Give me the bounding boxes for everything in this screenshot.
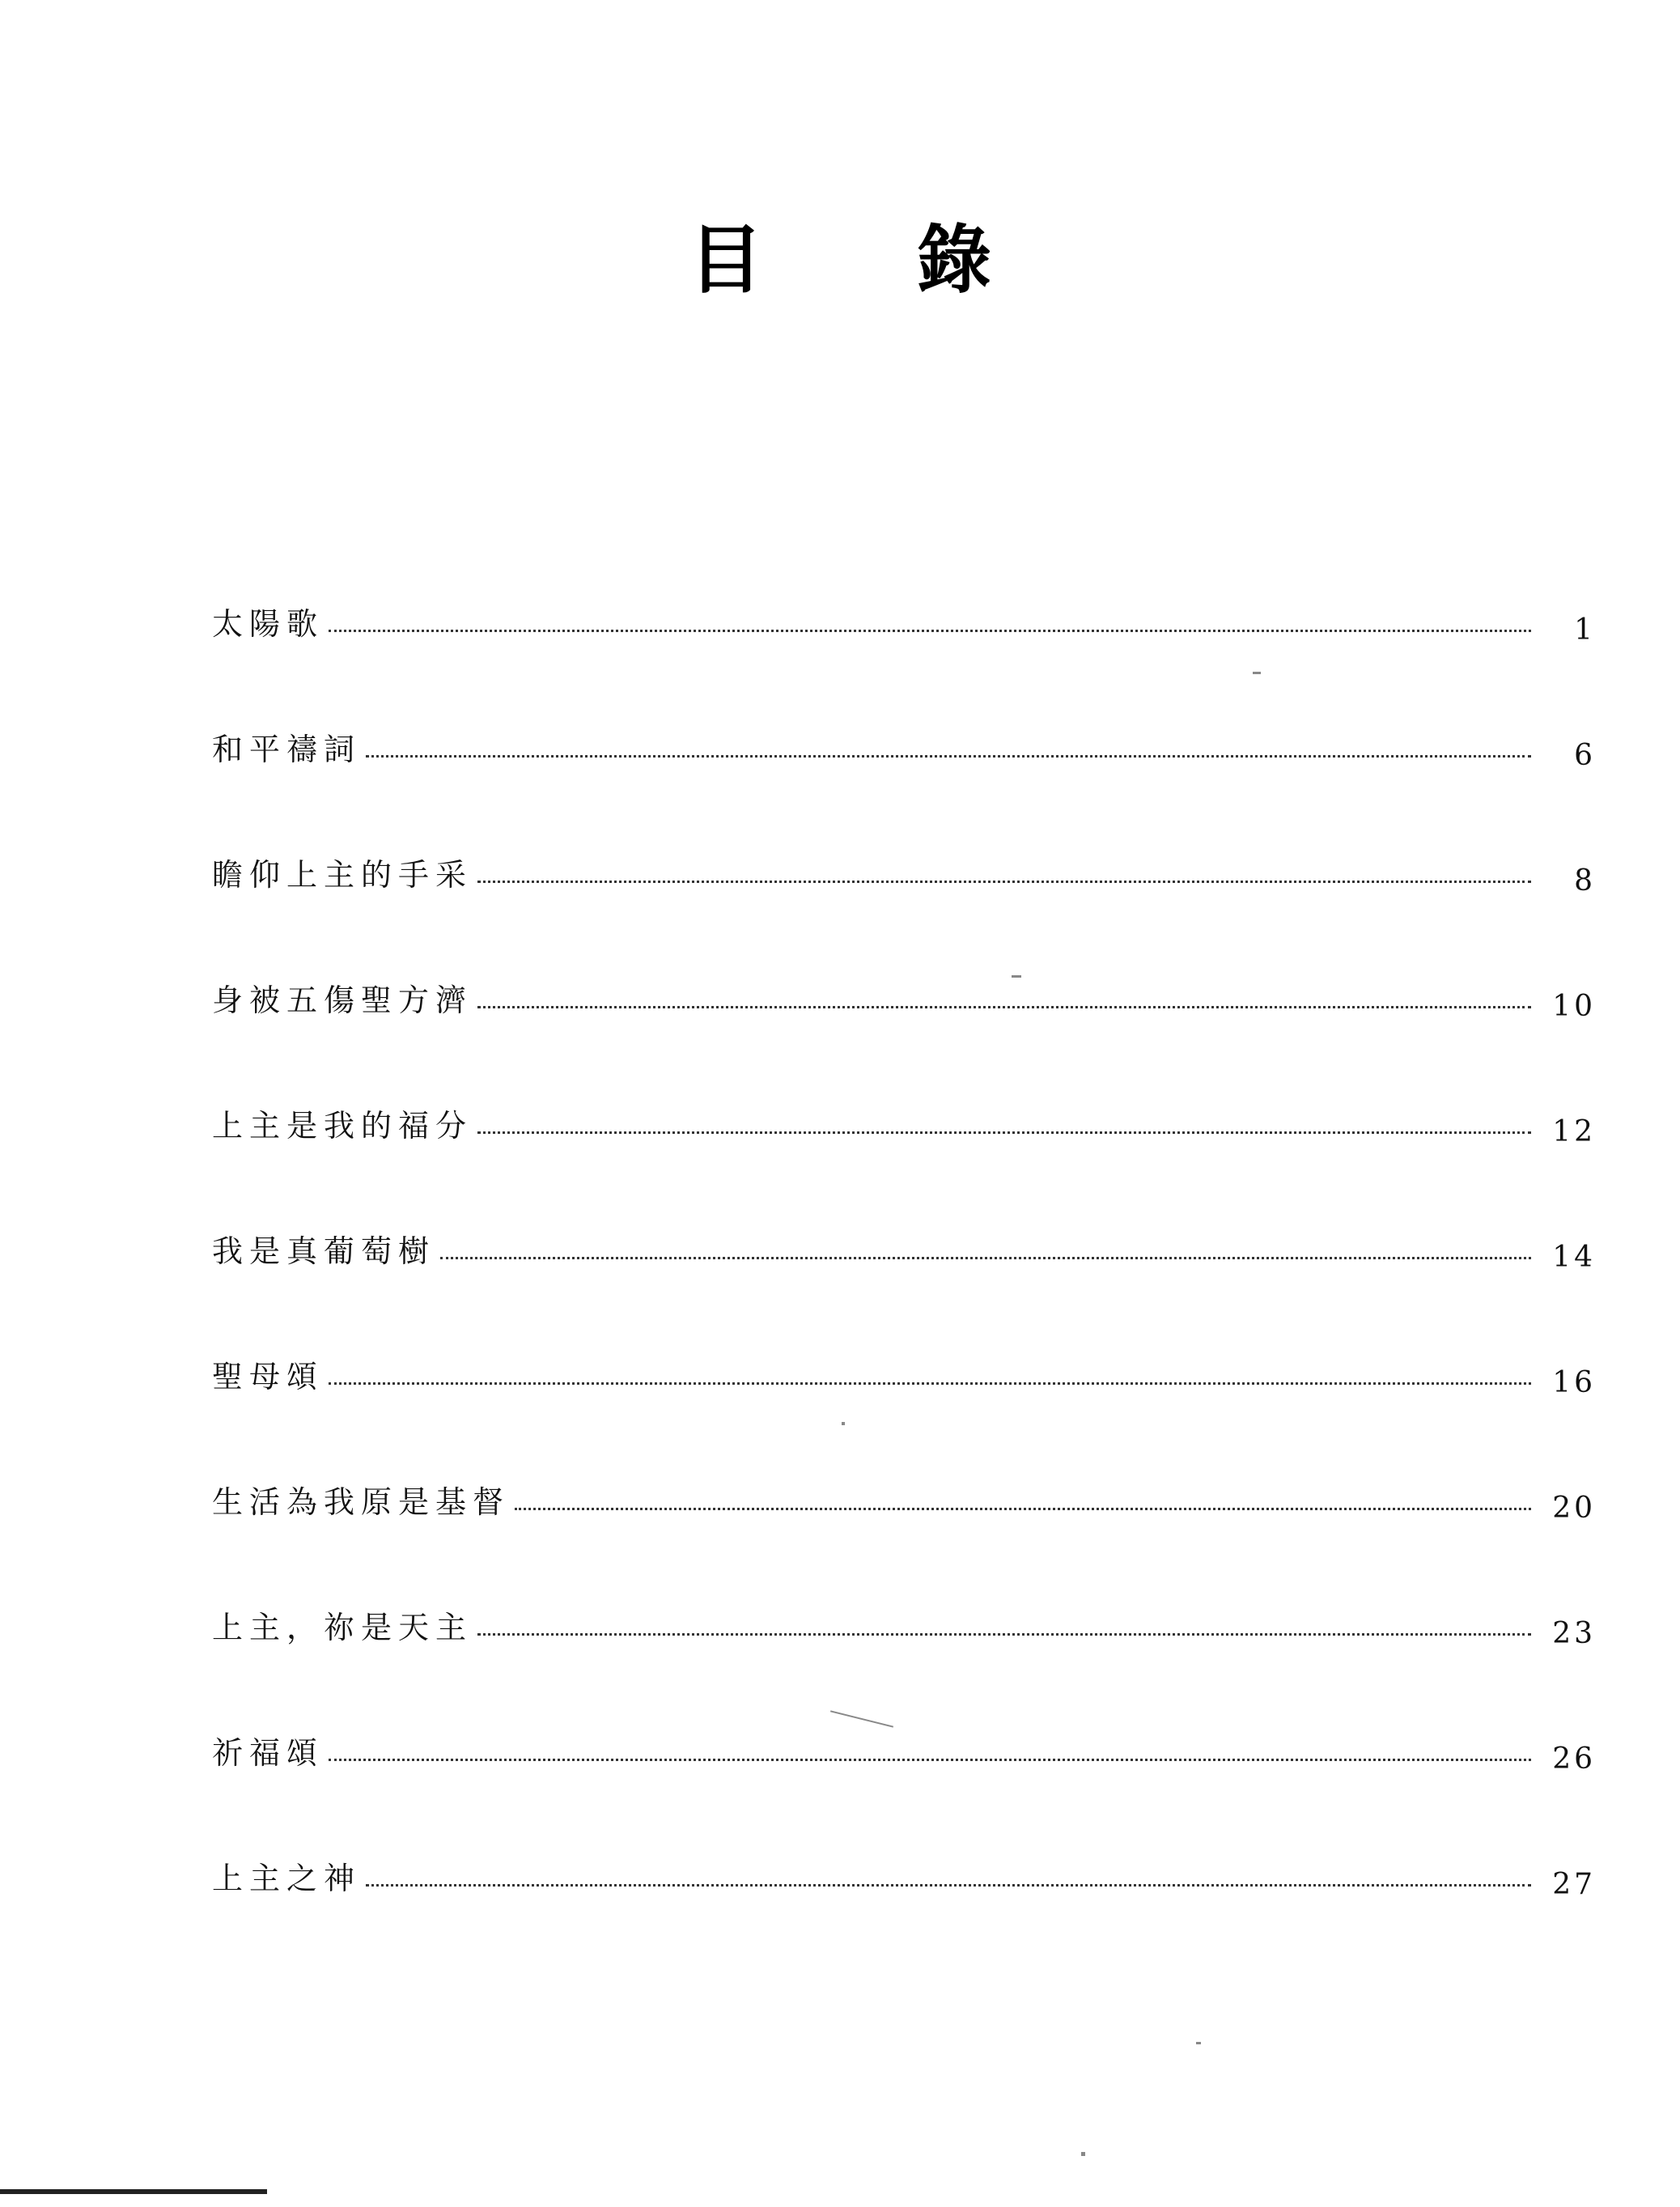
toc-entry-title: 生活為我原是基督 (212, 1484, 511, 1520)
toc-entry-title: 上主是我的福分 (212, 1108, 473, 1144)
dot-leader (329, 630, 1531, 632)
toc-entry-page: 14 (1552, 1241, 1596, 1274)
toc-entry-page: 1 (1574, 613, 1596, 647)
toc-entry-title: 聖母頌 (212, 1359, 325, 1394)
toc-entry (212, 1798, 1596, 1924)
scan-edge-line (0, 2189, 267, 2194)
toc-entry-title: 瞻仰上主的手采 (212, 857, 473, 893)
toc-entry (212, 1297, 1596, 1422)
toc-entry-title: 太陽歌 (212, 606, 325, 642)
toc-entry-title: 身被五傷聖方濟 (212, 983, 473, 1018)
toc-entry-title: 祈福頌 (212, 1735, 325, 1771)
dot-leader (329, 1382, 1531, 1385)
toc-entry (212, 1422, 1596, 1547)
toc-entry-page: 20 (1552, 1492, 1596, 1525)
title-second-char: 錄 (917, 216, 992, 303)
toc-entry (212, 1171, 1596, 1297)
dot-leader (477, 881, 1531, 883)
toc-entry-title: 上主之神 (212, 1861, 362, 1896)
title-first-char: 目 (688, 216, 763, 303)
table-of-contents (212, 544, 1596, 1924)
toc-entry (212, 1673, 1596, 1798)
dot-leader (515, 1508, 1531, 1510)
toc-entry (212, 920, 1596, 1046)
dot-leader (477, 1633, 1531, 1636)
scan-speck (1253, 672, 1261, 674)
toc-entry-page: 26 (1552, 1742, 1596, 1776)
toc-entry (212, 1046, 1596, 1171)
scan-speck (1081, 2152, 1085, 2156)
scan-speck (1196, 2042, 1201, 2044)
toc-entry-page: 23 (1552, 1617, 1596, 1650)
toc-entry-title: 和平禱詞 (212, 732, 362, 767)
toc-entry (212, 795, 1596, 920)
dot-leader (366, 755, 1531, 758)
toc-entry (212, 1547, 1596, 1673)
toc-entry-title: 上主，祢是天主 (212, 1610, 473, 1645)
toc-entry-page: 8 (1574, 864, 1596, 898)
page-title (0, 216, 1680, 305)
toc-entry-page: 16 (1552, 1366, 1596, 1399)
toc-entry-page: 10 (1552, 990, 1596, 1023)
dot-leader (329, 1759, 1531, 1761)
dot-leader (366, 1884, 1531, 1887)
dot-leader (477, 1006, 1531, 1008)
dot-leader (440, 1257, 1531, 1259)
toc-entry (212, 669, 1596, 795)
toc-entry-page: 27 (1552, 1868, 1596, 1901)
toc-entry-page: 6 (1574, 739, 1596, 772)
toc-entry-title: 我是真葡萄樹 (212, 1233, 436, 1269)
toc-entry (212, 544, 1596, 669)
toc-entry-page: 12 (1552, 1115, 1596, 1148)
dot-leader (477, 1131, 1531, 1134)
scan-speck (1012, 975, 1021, 978)
scan-speck (842, 1422, 845, 1425)
